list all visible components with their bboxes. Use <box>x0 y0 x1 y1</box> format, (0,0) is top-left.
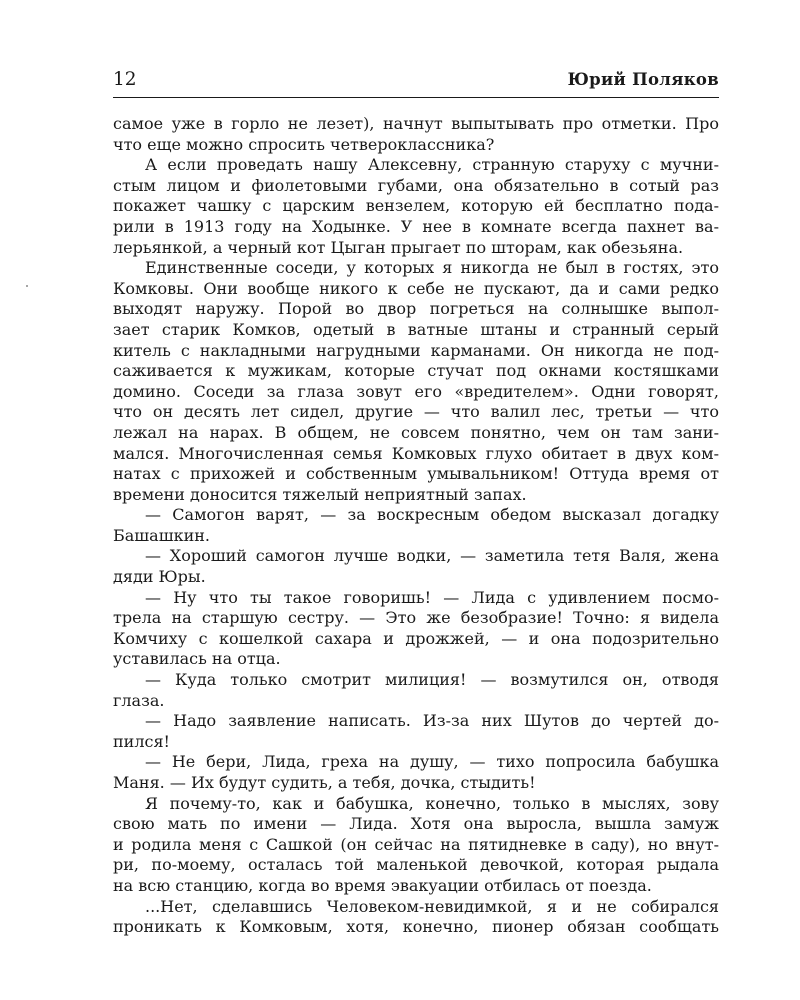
text-line: проникать к Комковым, хотя, конечно, пионер обязан сообщать <box>113 917 719 937</box>
text-line: натах с прихожей и собственным умывальником! Оттуда время от <box>113 464 719 484</box>
text-line: дяди Юры. <box>113 567 206 587</box>
text-line: зает старик Комков, одетый в ватные штаны и странный серый <box>113 319 719 339</box>
text-line: — Не бери, Лида, греха на душу, — тихо попросила бабушка <box>145 752 719 772</box>
text-line: и родила меня с Сашкой (он сейчас на пятидневке в саду), но внут- <box>113 834 719 854</box>
text-line: Я почему-то, как и бабушка, конечно, только в мыслях, зову <box>145 793 719 813</box>
text-line: китель с накладными нагрудными карманами. Он никогда не под- <box>113 340 719 360</box>
text-line: что еще можно спросить четвероклассника? <box>113 134 495 154</box>
header-rule <box>113 97 719 98</box>
text-line: пился! <box>113 731 170 751</box>
text-line: рили в 1913 году на Ходынке. У нее в комнате всегда пахнет ва- <box>113 216 719 236</box>
text-line: что он десять лет сидел, другие — что валил лес, третьи — что <box>113 402 719 422</box>
text-line: стым лицом и фиолетовыми губами, она обязательно в сотый раз <box>113 175 719 195</box>
text-line: Башашкин. <box>113 525 210 545</box>
page-header <box>113 68 719 96</box>
text-line: лежал на нарах. В общем, не совсем понятно, чем он там зани- <box>113 422 719 442</box>
body-text <box>113 114 719 938</box>
text-line: — Куда только смотрит милиция! — возмутился он, отводя <box>145 670 719 690</box>
text-line: лерьянкой, а черный кот Цыган прыгает по шторам, как обезьяна. <box>113 237 684 257</box>
text-line: на всю станцию, когда во время эвакуации отбилась от поезда. <box>113 875 652 895</box>
text-line: ри, по-моему, осталась той маленькой девочкой, которая рыдала <box>113 855 719 875</box>
scan-speck <box>26 285 28 287</box>
text-line: свою мать по имени — Лида. Хотя она выросла, вышла замуж <box>113 814 719 834</box>
text-line: А если проведать нашу Алексевну, странную старуху с мучни- <box>145 155 719 175</box>
text-line: саживается к мужикам, которые стучат под окнами костяшками <box>113 361 719 381</box>
text-line: Единственные соседи, у которых я никогда не был в гостях, это <box>145 258 719 278</box>
text-line: — Хороший самогон лучше водки, — заметила тетя Валя, жена <box>145 546 719 566</box>
text-line: Комковы. Они вообще никого к себе не пускают, да и сами редко <box>113 278 719 298</box>
text-line: глаза. <box>113 690 165 710</box>
page-number: 12 <box>113 69 137 90</box>
text-line: выходят наружу. Порой во двор погреться на солнышке выпол- <box>113 299 719 319</box>
text-line: времени доносится тяжелый неприятный запах. <box>113 484 527 504</box>
text-line: трела на старшую сестру. — Это же безобразие! Точно: я видела <box>113 608 719 628</box>
text-line: мался. Многочисленная семья Комковых глухо обитает в двух ком- <box>113 443 719 463</box>
text-line: домино. Соседи за глаза зовут его «вредителем». Одни говорят, <box>113 381 719 401</box>
text-line: покажет чашку с царским вензелем, которую ей бесплатно пода- <box>113 196 719 216</box>
text-line: ...Нет, сделавшись Человеком-невидимкой, я и не собирался <box>145 896 719 916</box>
text-line: — Самогон варят, — за воскресным обедом высказал догадку <box>145 505 719 525</box>
text-line: Маня. — Их будут судить, а тебя, дочка, стыдить! <box>113 773 536 792</box>
running-head-author: Юрий Поляков <box>567 70 719 89</box>
text-line: уставилась на отца. <box>113 649 281 669</box>
text-line: — Ну что ты такое говоришь! — Лида с удивлением посмо- <box>145 587 719 607</box>
text-line: — Надо заявление написать. Из-за них Шутов до чертей до- <box>145 711 719 731</box>
text-line: Комчиху с кошелкой сахара и дрожжей, — и она подозрительно <box>113 628 719 648</box>
text-line: самое уже в горло не лезет), начнут выпытывать про отметки. Про <box>113 114 719 133</box>
